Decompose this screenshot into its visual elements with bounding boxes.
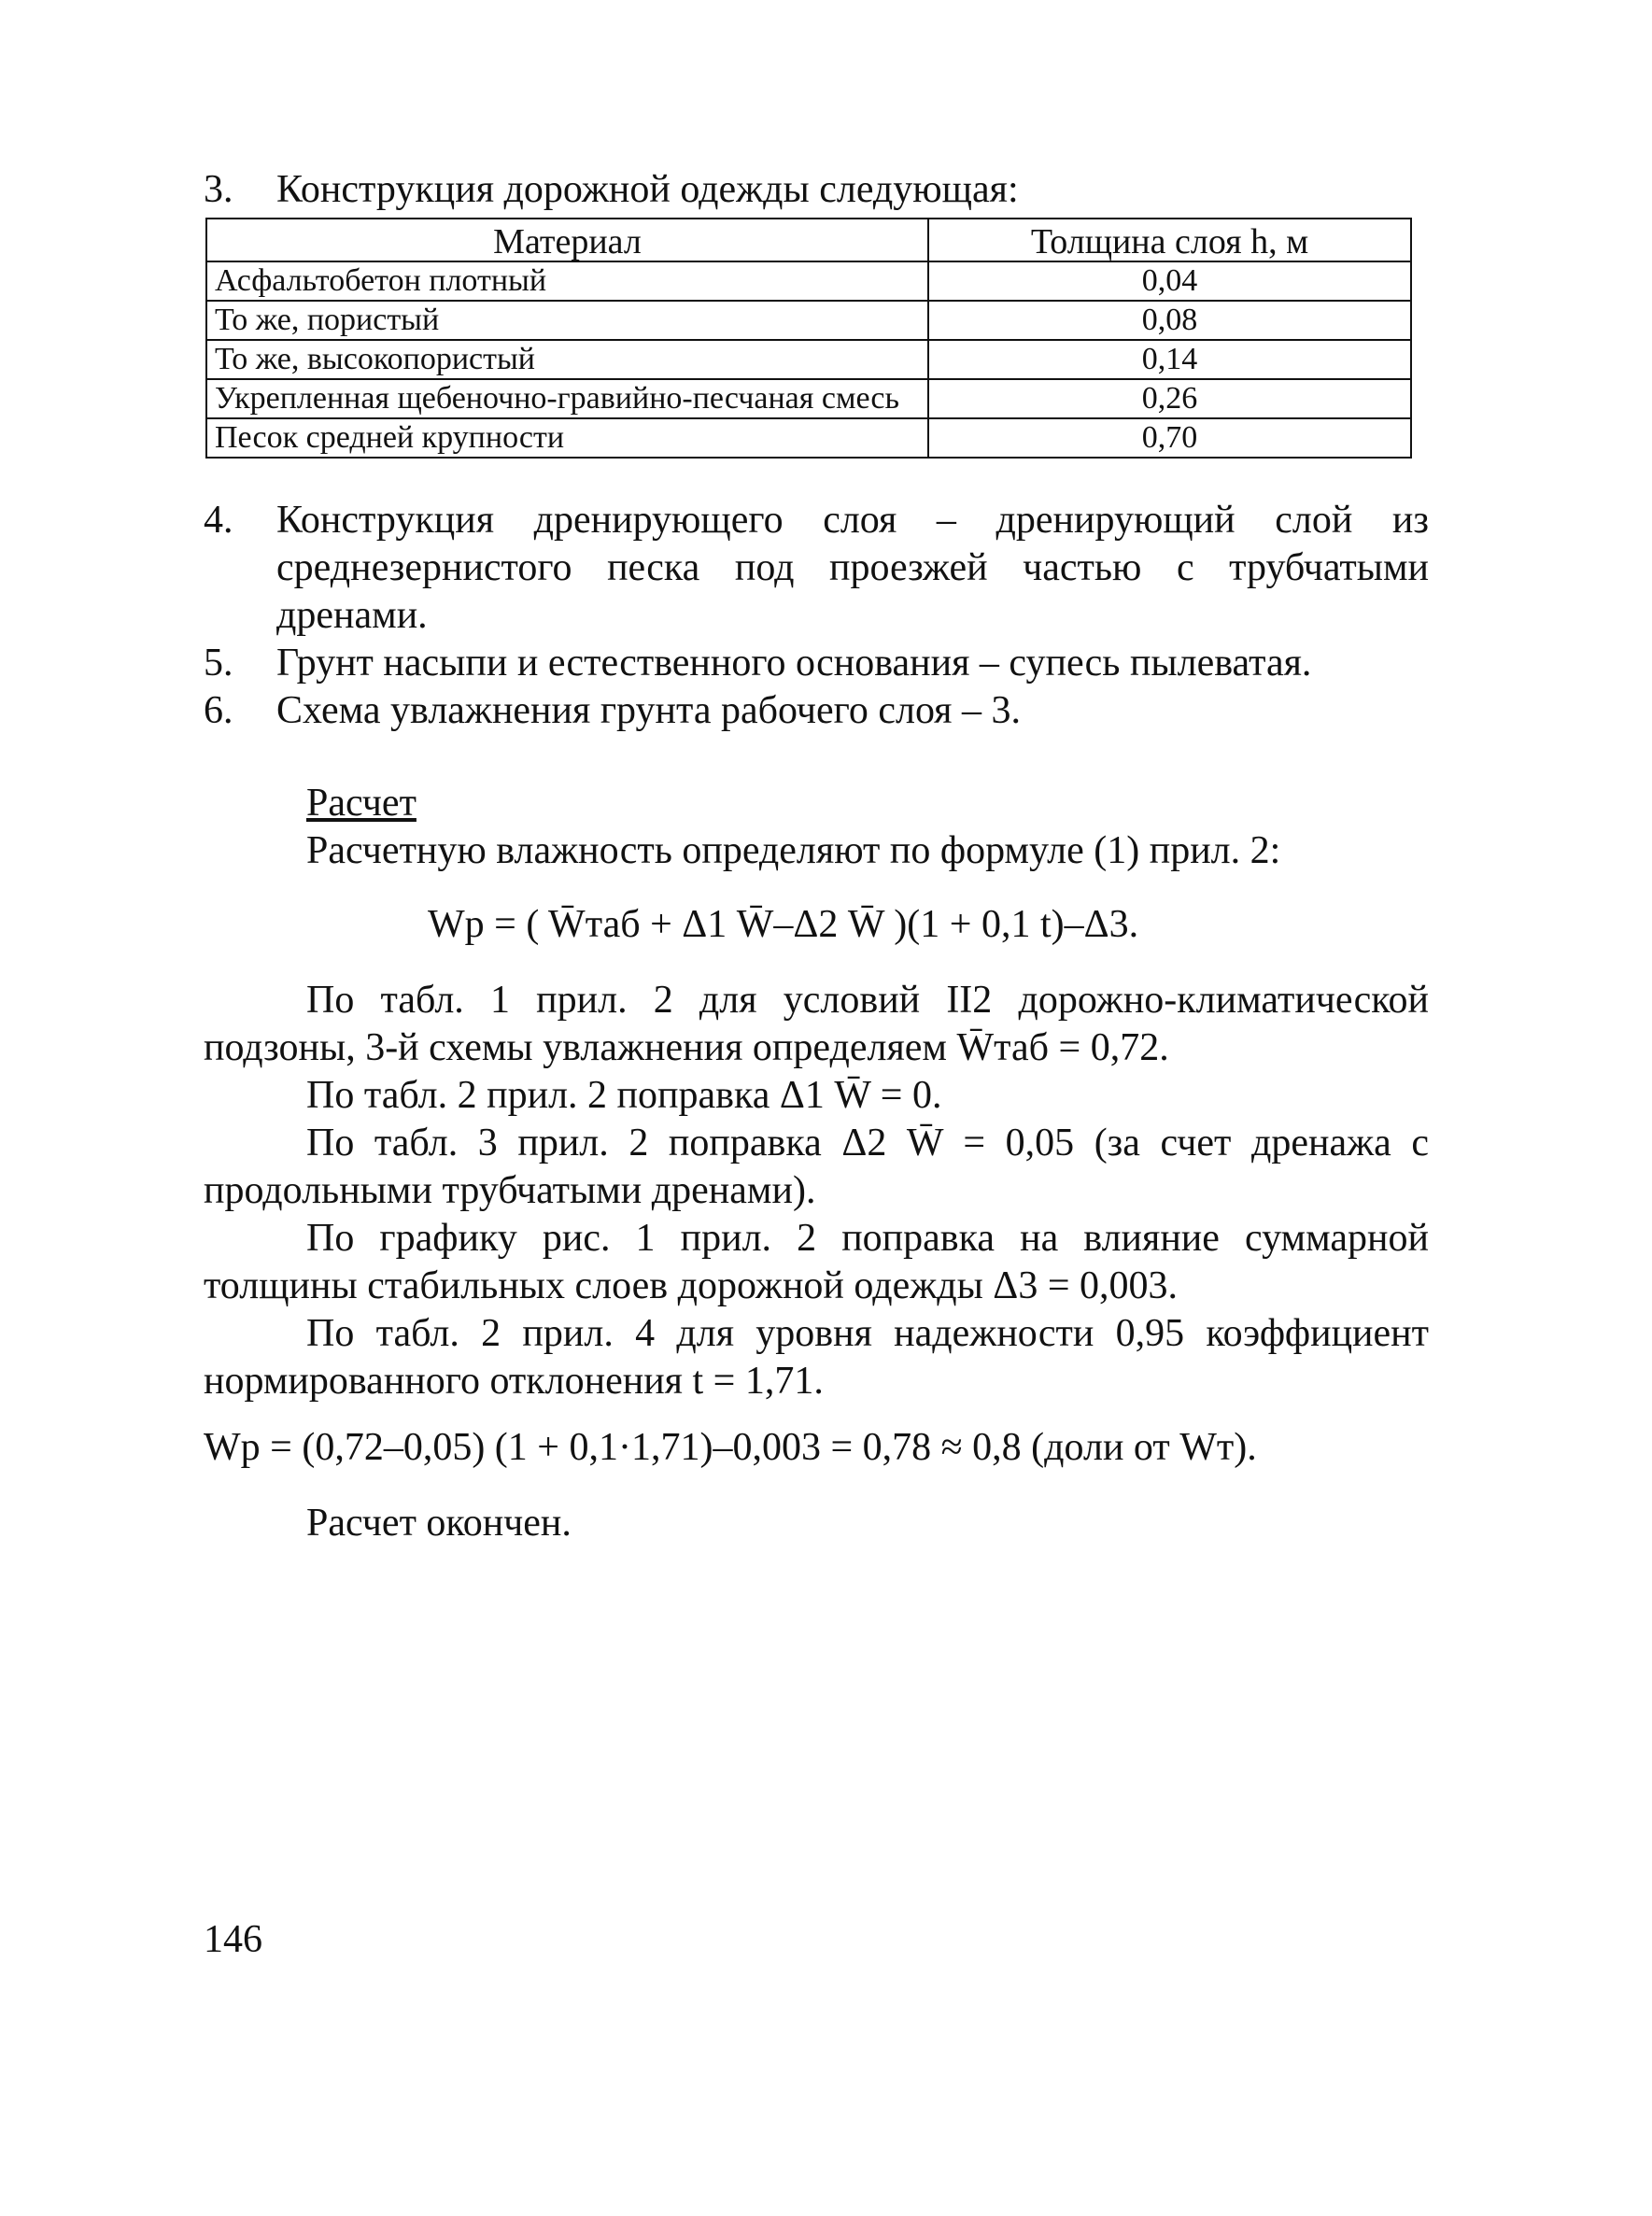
thickness-cell: 0,04 [928,261,1411,301]
thickness-cell: 0,14 [928,340,1411,379]
calc-paragraph: По табл. 1 прил. 2 для условий II2 дорожно-климатической подзоны, 3-й схемы увлажнения определяем W̄таб = 0,72. [204,979,1429,1069]
list-item [204,640,1429,687]
calculation-section [204,780,1429,1547]
item-text: Конструкция дренирующего слоя – дренирующий слой из среднезернистого песка под проезжей частью с трубчатыми дренами. [276,499,1429,637]
calc-end: Расчет окончен. [306,1502,572,1545]
header-material: Материал [206,219,928,261]
calc-result: Wp = (0,72–0,05) (1 + 0,1·1,71)–0,003 = 0,78 ≈ 0,8 (доли от Wт). [204,1426,1257,1469]
item-text: Конструкция дорожной одежды следующая: [276,168,1019,211]
thickness-cell: 0,70 [928,418,1411,458]
header-thickness: Толщина слоя h, м [928,219,1411,261]
item-text: Схема увлажнения грунта рабочего слоя – 3. [276,689,1021,732]
item-number: 6. [204,689,233,732]
calc-intro: Расчетную влажность определяют по формуле (1) прил. 2: [306,829,1281,872]
material-cell: Асфальтобетон плотный [206,261,928,301]
table-row [206,418,1411,458]
material-cell: То же, пористый [206,301,928,340]
calc-paragraph: По табл. 2 прил. 4 для уровня надежности 0,95 коэффициент нормированного отклонения t = 1,71. [204,1312,1429,1403]
calc-heading: Расчет [306,782,417,825]
material-cell: То же, высокопористый [206,340,928,379]
table-row [206,261,1411,301]
table-header-row [206,219,1411,261]
item-number: 3. [204,168,233,211]
table-row [206,379,1411,418]
thickness-cell: 0,08 [928,301,1411,340]
thickness-cell: 0,26 [928,379,1411,418]
item-number: 5. [204,642,233,685]
item-number: 4. [204,499,233,542]
material-cell: Песок средней крупности [206,418,928,458]
table-row [206,301,1411,340]
item-3 [204,166,1019,213]
calc-paragraph: По графику рис. 1 прил. 2 поправка на влияние суммарной толщины стабильных слоев дорожной одежды Δ3 = 0,003. [204,1217,1429,1307]
page-number: 146 [204,1918,262,1961]
table-row [206,340,1411,379]
calc-paragraph: По табл. 3 прил. 2 поправка Δ2 W̄ = 0,05 (за счет дренажа с продольными трубчатыми дренами). [204,1122,1429,1212]
list-item [204,687,1429,735]
moisture-formula: Wp = ( W̄таб + Δ1 W̄–Δ2 W̄ )(1 + 0,1 t)–Δ3. [428,903,1139,946]
pavement-layers-table [205,218,1412,459]
item-text: Грунт насыпи и естественного основания – супесь пылеватая. [276,642,1312,685]
list-item [204,497,1429,640]
numbered-items [204,497,1429,735]
material-cell: Укрепленная щебеночно-гравийно-песчаная смесь [206,379,928,418]
calc-paragraph: По табл. 2 прил. 2 поправка Δ1 W̄ = 0. [306,1074,942,1117]
